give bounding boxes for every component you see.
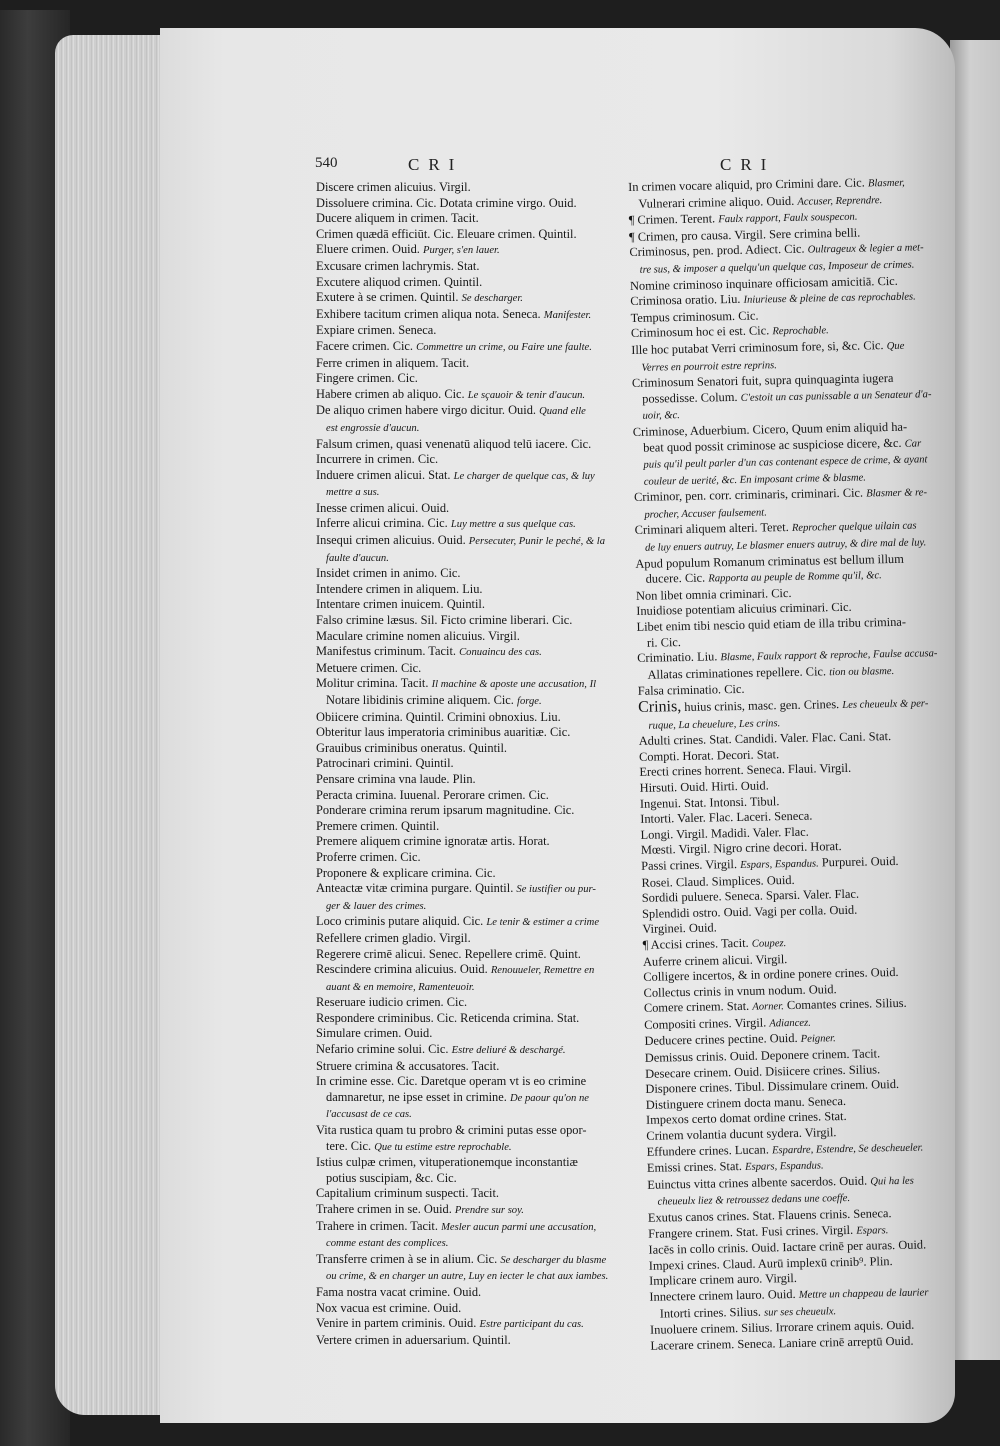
dictionary-entry <box>316 242 616 259</box>
latin-text: In crimine esse. Cic. Daretque operam vt is eo crimine <box>316 1074 587 1089</box>
dictionary-entry <box>316 501 616 517</box>
french-gloss: Manifester. <box>543 309 592 321</box>
latin-text: Criminatio. Liu. <box>637 649 718 666</box>
french-gloss: Le tenir & estimer a crime <box>486 917 600 929</box>
latin-text: Lacerare crinem. Seneca. Laniare crinē arreptū Ouid. <box>650 1333 914 1353</box>
entry-continuation-line <box>316 898 616 915</box>
dictionary-entry <box>316 866 616 882</box>
dictionary-entry <box>316 1042 616 1059</box>
french-gloss: comme estant des complices. <box>326 1238 449 1250</box>
latin-text: Inuoluere crinem. Silius. Irrorare crinem aquis. Ouid. <box>649 1317 915 1337</box>
latin-text: Regerere crimē alicui. Senec. Repellere crimē. Quint. <box>316 946 581 961</box>
dictionary-entry <box>316 914 616 931</box>
latin-text: Exutere à se crimen. Quintil. <box>316 290 459 305</box>
latin-text: ducere. Cic. <box>645 570 706 586</box>
latin-text: Nefario crimine solui. Cic. <box>316 1042 449 1057</box>
french-gloss: Se iustifier ou pur- <box>516 884 596 896</box>
latin-text: Passi crines. Virgil. <box>641 856 738 873</box>
latin-text: Dissoluere crimina. Cic. Dotata crimine virgo. Ouid. <box>316 195 577 210</box>
latin-text: Allatas criminationes repellere. Cic. <box>647 664 827 682</box>
french-gloss: Faulx rapport, Faulx souspecon. <box>718 211 858 226</box>
dictionary-entry <box>316 307 616 324</box>
latin-text: Discere crimen alicuius. Virgil. <box>316 180 471 194</box>
french-gloss: couleur de uerité, &c. En imposant crime & blasme. <box>643 472 867 488</box>
dictionary-entry <box>316 834 616 850</box>
latin-text: Ducere aliquem in crimen. Tacit. <box>316 211 479 226</box>
entry-continuation-line <box>316 693 616 710</box>
dictionary-entry <box>316 1301 616 1317</box>
latin-text: Anteactæ vitæ crimina purgare. Quintil. <box>316 881 514 896</box>
french-gloss: Reprocher quelque uilain cas <box>791 520 917 535</box>
french-gloss: auant & en memoire, Ramenteuoir. <box>326 981 475 993</box>
dictionary-entry <box>316 850 616 866</box>
latin-text: Auferre crinem alicui. Virgil. <box>642 951 788 969</box>
latin-text: Longi. Virgil. Madidi. Valer. Flac. <box>640 824 809 842</box>
latin-text: possedisse. Colum. <box>642 389 738 406</box>
latin-text: tere. Cic. <box>326 1138 372 1153</box>
latin-text: Intorti crines. Silius. <box>659 1304 762 1321</box>
latin-text: Implicare crinem auro. Virgil. <box>649 1271 798 1289</box>
latin-text: Adulti crines. Stat. Candidi. Valer. Flac. Cani. Stat. <box>638 729 892 749</box>
french-gloss: Estre participant du cas. <box>479 1319 584 1331</box>
latin-text: Exhibere tacitum crimen aliqua nota. Seneca. <box>316 306 541 321</box>
latin-text: Innectere crinem lauro. Ouid. <box>649 1286 796 1304</box>
latin-text: Fingere crimen. Cic. <box>316 371 418 386</box>
french-gloss: Renouueler, Remettre en <box>490 965 595 977</box>
dictionary-entry <box>316 1059 616 1075</box>
french-gloss: Purger, s'en lauer. <box>423 245 500 257</box>
latin-text: Criminosa oratio. Liu. <box>630 292 741 309</box>
dictionary-entry <box>316 582 616 598</box>
french-gloss: puis qu'il peult parler d'un cas contenant espece de crime, & ayant <box>643 454 928 471</box>
dictionary-entry <box>316 533 616 550</box>
latin-text: Inuidiose potentiam alicuius criminari. Cic. <box>636 600 852 619</box>
running-head-left: CRI <box>408 155 464 174</box>
latin-text: Maculare crimine nomen alicuius. Virgil. <box>316 628 520 643</box>
french-gloss: Espars. <box>856 1224 889 1237</box>
french-gloss: ger & lauer des crimes. <box>326 900 427 912</box>
french-gloss: Que tu estime estre reprochable. <box>374 1141 512 1153</box>
latin-text: Trahere in crimen. Tacit. <box>316 1218 438 1233</box>
latin-text: Exutus canos crines. Stat. Flauens crinis. Seneca. <box>647 1206 892 1225</box>
french-gloss: tre sus, & imposer a quelqu'un quelque cas, Imposeur de crimes. <box>639 259 915 276</box>
latin-text: Metuere crimen. Cic. <box>316 660 422 675</box>
dictionary-entry <box>316 962 616 979</box>
latin-text: Premere crimen. Quintil. <box>316 818 440 833</box>
dictionary-entry <box>316 803 616 819</box>
latin-text: Emissi crines. Stat. <box>646 1159 743 1176</box>
latin-text: potius suscipiam, &c. Cic. <box>326 1170 457 1185</box>
latin-text: ri. Cic. <box>646 634 682 650</box>
dictionary-entry <box>316 1074 616 1090</box>
dictionary-entry <box>316 995 616 1011</box>
dictionary-entry <box>316 1026 616 1042</box>
french-gloss: Rapporta au peuple de Romme qu'il, &c. <box>708 570 882 585</box>
latin-text: Impexi crines. Claud. Aurū implexū crinib⁹. Plin. <box>648 1253 893 1273</box>
latin-text: Refellere crimen gladio. Virgil. <box>316 930 471 945</box>
french-gloss: Estre deliuré & deschargé. <box>451 1045 566 1057</box>
french-gloss: Mesler aucun parmi une accusation, <box>441 1221 597 1233</box>
dictionary-entry <box>316 772 616 788</box>
latin-text: Nox vacua est crimine. Ouid. <box>316 1300 462 1315</box>
latin-text: Inesse crimen alicui. Ouid. <box>316 500 450 515</box>
latin-text: Colligere incertos, & in ordine ponere crines. Ouid. <box>643 965 899 984</box>
dictionary-entry <box>316 613 616 629</box>
french-gloss: Luy mettre a sus quelque cas. <box>450 519 576 531</box>
dictionary-entry <box>316 788 616 804</box>
latin-text: huius crinis, masc. gen. Crines. <box>681 697 840 715</box>
latin-text: Intentare crimen inuicem. Quintil. <box>316 597 485 612</box>
facing-page-edge <box>950 40 1000 1360</box>
latin-text: Insidet crimen in animo. Cic. <box>316 566 461 581</box>
french-gloss: l'accusast de ce cas. <box>326 1109 412 1121</box>
latin-text: Respondere criminibus. Cic. Reticenda crimina. Stat. <box>316 1010 580 1025</box>
french-gloss: Se descharger. <box>461 293 523 305</box>
latin-text: Collectus crinis in vnum nodum. Ouid. <box>643 981 837 1000</box>
latin-text: Comere crinem. Stat. <box>643 999 750 1016</box>
latin-text: Expiare crimen. Seneca. <box>316 323 437 338</box>
latin-text: Habere crimen ab aliquo. Cic. <box>316 386 465 401</box>
latin-text: Patrocinari crimini. Quintil. <box>316 756 454 771</box>
dictionary-entry <box>316 371 616 387</box>
latin-text: In crimen vocare aliquid, pro Crimini dare. Cic. <box>628 175 865 194</box>
latin-text: Deducere crines pectine. Ouid. <box>644 1031 798 1049</box>
latin-text: Apud populum Romanum criminatus est bellum illum <box>635 551 904 571</box>
dictionary-entry <box>316 468 616 485</box>
latin-text: Virginei. Ouid. <box>642 920 717 937</box>
entry-continuation-line <box>316 1171 616 1187</box>
french-gloss: Quand elle <box>539 406 586 418</box>
latin-text: Eluere crimen. Ouid. <box>316 242 420 257</box>
dictionary-entry <box>316 566 616 582</box>
latin-text: Facere crimen. Cic. <box>316 338 414 353</box>
latin-text: damnaretur, ne ipse esset in crimine. <box>326 1089 507 1104</box>
french-gloss: Coupez. <box>751 938 787 950</box>
entry-continuation-line <box>316 550 616 567</box>
dictionary-entry <box>316 1155 616 1171</box>
latin-text: Compti. Horat. Decori. Stat. <box>638 746 780 764</box>
entry-continuation-line <box>316 420 616 437</box>
latin-text: Falsa criminatio. Cic. <box>637 682 745 699</box>
latin-text: De aliquo crimen habere virgo dicitur. Ouid. <box>316 403 536 418</box>
entry-continuation-line <box>316 979 616 996</box>
running-head-right: CRI <box>720 155 776 174</box>
french-gloss: procher, Accuser faulsement. <box>644 507 767 521</box>
dictionary-entry <box>316 323 616 339</box>
latin-text: Premere aliquem crimine ignoratæ artis. Horat. <box>316 834 550 849</box>
latin-text: Mœsti. Virgil. Nigro crine decori. Horat. <box>640 839 842 858</box>
latin-text: Peracta crimina. Iuuenal. Perorare crimen. Cic. <box>316 787 549 802</box>
latin-text: Struere crimina & accusatores. Tacit. <box>316 1058 500 1073</box>
latin-text: Excusare crimen lachrymis. Stat. <box>316 258 480 273</box>
latin-text: Libet enim tibi nescio quid etiam de illa tribu crimina- <box>636 614 907 634</box>
dictionary-entry <box>316 947 616 963</box>
right-column <box>628 174 950 1354</box>
latin-text: Impexos certo domat ordine crines. Stat. <box>645 1109 847 1128</box>
french-gloss: Le charger de quelque cas, & luy <box>453 470 595 482</box>
latin-text: ¶ Crimen. Terent. <box>628 211 716 228</box>
latin-text: Loco criminis putare aliquid. Cic. <box>316 914 484 929</box>
french-gloss: ou crime, & en charger un autre, Luy en iecter le chat aux iambes. <box>326 1271 609 1283</box>
latin-text: Fama nostra vacat crimine. Ouid. <box>316 1284 482 1299</box>
left-column <box>316 180 616 1348</box>
dictionary-entry <box>316 710 616 726</box>
dictionary-entry <box>316 275 616 291</box>
french-gloss: Que <box>886 340 905 353</box>
latin-text: ¶ Accisi crines. Tacit. <box>642 935 749 952</box>
latin-text: Excutere aliquod crimen. Quintil. <box>316 274 483 289</box>
latin-text: Crimen quædā efficiūt. Cic. Eleuare crimen. Quintil. <box>316 226 577 241</box>
french-gloss: C'estoit un cas punissable a un Senateur d'a- <box>740 388 932 404</box>
latin-text: Ponderare crimina rerum ipsarum magnitudine. Cic. <box>316 803 575 818</box>
french-gloss: Aorner. <box>752 1001 784 1014</box>
headword: Crinis, <box>637 698 682 716</box>
latin-text: Iacēs in collo crinis. Ouid. Iactare crinē per auras. Ouid. <box>648 1237 927 1257</box>
latin-text: Criminari aliquem alteri. Teret. <box>634 520 789 538</box>
latin-text: Ille hoc putabat Verri criminosum fore, si, &c. Cic. <box>631 338 884 357</box>
dictionary-entry <box>316 725 616 741</box>
latin-text: Venire in partem criminis. Ouid. <box>316 1316 477 1331</box>
dictionary-entry <box>316 452 616 468</box>
dictionary-entry <box>316 1202 616 1219</box>
dictionary-entry <box>316 227 616 243</box>
latin-text: Simulare crimen. Ouid. <box>316 1026 433 1041</box>
dictionary-entry <box>316 437 616 453</box>
latin-text: Reseruare iudicio crimen. Cic. <box>316 995 468 1010</box>
french-gloss: Espars, Espandus. <box>744 1160 824 1174</box>
dictionary-entry <box>316 629 616 645</box>
french-gloss: mettre a sus. <box>326 487 380 499</box>
latin-text: Compositi crines. Virgil. <box>644 1015 767 1032</box>
latin-text: Splendidi ostro. Ouid. Vagi per colla. Ouid. <box>641 902 858 921</box>
dictionary-entry <box>316 387 616 404</box>
dictionary-entry <box>316 819 616 835</box>
latin-text: Sordidi puluere. Seneca. Sparsi. Valer. Flac. <box>641 886 860 905</box>
latin-text: Hirsuti. Ouid. Hirti. Ouid. <box>639 778 769 795</box>
french-gloss: Les cheueulx & per- <box>842 698 929 711</box>
dictionary-entry <box>316 931 616 947</box>
dictionary-entry <box>316 756 616 772</box>
dictionary-entry <box>316 403 616 420</box>
french-gloss: Blasmer & re- <box>866 487 928 500</box>
dictionary-entry <box>316 1316 616 1333</box>
latin-text: Istius culpæ crimen, vituperationemque inconstantiæ <box>316 1155 578 1170</box>
entry-continuation-line <box>316 1106 616 1123</box>
latin-text: Nomine criminoso inquinare officiosam amicitiā. Cic. <box>629 273 898 293</box>
dictionary-entry <box>316 1285 616 1301</box>
french-gloss: Mettre un chappeau de laurier <box>798 1287 929 1301</box>
latin-text: Ferre crimen in aliquem. Tacit. <box>316 355 470 370</box>
latin-text: Ingenui. Stat. Intonsi. Tibul. <box>639 793 780 811</box>
latin-text: Proferre crimen. Cic. <box>316 849 421 864</box>
latin-text: Desecare crinem. Ouid. Disiicere crines. Silius. <box>645 1061 881 1081</box>
french-gloss: tion ou blasme. <box>829 665 895 679</box>
latin-text: Obiicere crimina. Quintil. Crimini obnoxius. Liu. <box>316 709 561 724</box>
french-gloss: Qui ha les <box>870 1175 914 1188</box>
latin-text: Notare libidinis crimine aliquem. Cic. <box>326 693 514 707</box>
french-gloss: Verres en pourroit estre reprins. <box>641 359 777 374</box>
latin-text: Rosei. Claud. Simplices. Ouid. <box>641 872 795 890</box>
latin-text: Demissus crinis. Ouid. Deponere crinem. Tacit. <box>644 1046 881 1065</box>
latin-text: Crinem volantia ducunt sydera. Virgil. <box>646 1125 837 1143</box>
latin-text: Criminosum Senatori fuit, supra quinquaginta iugera <box>631 371 894 391</box>
latin-text: Euinctus vitta crines albente sacerdos. Ouid. <box>647 1173 868 1192</box>
dictionary-entry <box>316 676 616 693</box>
french-gloss: forge. <box>517 696 542 707</box>
latin-text: Erecti crines horrent. Seneca. Flaui. Virgil. <box>639 761 852 780</box>
dictionary-entry <box>316 339 616 356</box>
dictionary-entry <box>316 881 616 898</box>
french-gloss: faulte d'aucun. <box>326 552 389 564</box>
entry-continuation-line <box>316 1235 616 1252</box>
latin-text-secondary: Comantes crines. Silius. <box>783 996 907 1013</box>
dictionary-entry <box>316 1252 616 1269</box>
latin-text: Vertere crimen in aduersarium. Quintil. <box>316 1332 511 1347</box>
dictionary-entry <box>316 290 616 307</box>
dictionary-entry <box>316 259 616 275</box>
french-gloss: sur ses cheueulx. <box>763 1305 837 1319</box>
french-gloss: Accuser, Reprendre. <box>797 194 883 208</box>
french-gloss: Car <box>904 437 922 450</box>
latin-text: Proponere & explicare crimina. Cic. <box>316 865 496 880</box>
latin-text: Disponere crines. Tibul. Dissimulare crinem. Ouid. <box>645 1077 900 1097</box>
latin-text: Transferre crimen à se in alium. Cic. <box>316 1251 498 1266</box>
french-gloss: Adiancez. <box>769 1017 811 1030</box>
dictionary-entry <box>316 356 616 372</box>
latin-text: Trahere crimen in se. Ouid. <box>316 1202 452 1216</box>
latin-text: Molitur crimina. Tacit. <box>316 676 429 691</box>
french-gloss: Reprochable. <box>772 325 829 338</box>
dictionary-entry <box>316 1219 616 1236</box>
entry-continuation-line <box>316 1268 616 1285</box>
dictionary-entry <box>316 661 616 677</box>
french-gloss: Espars, Espandus. <box>740 858 819 871</box>
latin-text: Grauibus criminibus oneratus. Quintil. <box>316 740 507 755</box>
french-gloss: de luy enuers autruy, Le blasmer enuers autruy, & dire mal de luy. <box>644 537 927 554</box>
french-gloss: Blasmer, <box>867 177 905 190</box>
latin-text: Falsum crimen, quasi venenatū aliquod telū iacere. Cic. <box>316 436 592 451</box>
latin-text: Tempus criminosum. Cic. <box>630 308 759 325</box>
latin-text: Obteritur laus imperatoria criminibus auaritiæ. Cic. <box>316 725 571 740</box>
french-gloss: Oultrageux & legier a met- <box>807 242 924 256</box>
dictionary-entry <box>316 1333 616 1349</box>
latin-text: Intendere crimen in aliquem. Liu. <box>316 581 483 596</box>
latin-text: Induere crimen alicui. Stat. <box>316 467 451 482</box>
latin-text: Insequi crimen alicuius. Ouid. <box>316 533 466 548</box>
latin-text: Vulnerari crimine aliquo. Ouid. <box>638 193 795 211</box>
latin-text: Manifestus criminum. Tacit. <box>316 644 456 659</box>
french-gloss: Prendre sur soy. <box>454 1205 524 1216</box>
latin-text: Effundere crines. Lucan. <box>646 1142 770 1159</box>
latin-text: Vita rustica quam tu probro & crimini putas esse opor- <box>316 1123 587 1138</box>
latin-text: Intorti. Valer. Flac. Laceri. Seneca. <box>640 808 813 827</box>
dictionary-entry <box>316 180 616 196</box>
french-gloss: Commettre un crime, ou Faire une faulte. <box>416 341 592 353</box>
stacked-page-edges <box>55 35 165 1415</box>
french-gloss: Il machine & aposte une accusation, Il <box>431 679 597 691</box>
page-number: 540 <box>315 155 338 171</box>
french-gloss: Conuaincu des cas. <box>459 647 542 659</box>
dictionary-entry <box>316 211 616 227</box>
french-gloss: Peigner. <box>800 1033 836 1046</box>
entry-continuation-line <box>316 1090 616 1107</box>
latin-text: Falso crimine læsus. Sil. Ficto crimine liberari. Cic. <box>316 613 573 628</box>
latin-text: Capitalium criminum suspecti. Tacit. <box>316 1186 500 1201</box>
latin-text: Inferre alicui crimina. Cic. <box>316 516 448 531</box>
dictionary-entry <box>316 644 616 661</box>
dictionary-entry <box>316 196 616 212</box>
latin-text: Criminosum hoc ei est. Cic. <box>630 323 770 341</box>
latin-text: Incurrere in crimen. Cic. <box>316 452 439 467</box>
dictionary-entry <box>316 1011 616 1027</box>
latin-text: ¶ Crimen, pro causa. Virgil. Sere crimina belli. <box>628 225 861 244</box>
french-gloss: Espardre, Estendre, Se descheueler. <box>771 1142 924 1157</box>
french-gloss: Le sçauoir & tenir d'aucun. <box>467 389 586 401</box>
latin-text: Criminosus, pen. prod. Adiect. Cic. <box>629 241 805 260</box>
dictionary-entry <box>316 1186 616 1202</box>
french-gloss: Se descharger du blasme <box>500 1254 607 1266</box>
french-gloss: Blasme, Faulx rapport & reproche, Faulse accusa- <box>720 648 938 664</box>
latin-text: Non libet omnia criminari. Cic. <box>635 585 792 603</box>
french-gloss: Iniurieuse & pleine de cas reprochables. <box>743 291 916 306</box>
french-gloss: est engrossie d'aucun. <box>326 422 420 434</box>
latin-text: Rescindere crimina alicuius. Ouid. <box>316 962 488 977</box>
entry-continuation-line <box>316 484 616 501</box>
french-gloss: uoir, &c. <box>642 410 681 423</box>
latin-text: Criminor, pen. corr. criminaris, criminari. Cic. <box>633 485 864 505</box>
latin-text-secondary: Purpurei. Ouid. <box>818 853 899 870</box>
french-gloss: ruque, La cheuelure, Les crins. <box>648 717 781 732</box>
dictionary-entry <box>316 597 616 613</box>
dictionary-entry <box>316 516 616 533</box>
latin-text: Pensare crimina vna laude. Plin. <box>316 771 476 786</box>
latin-text: beat quod possit criminose ac suspiciose dicere, &c. <box>642 435 902 455</box>
entry-continuation-line <box>316 1139 616 1156</box>
french-gloss: cheueulx liez & retroussez dedans une coeffe. <box>657 1193 851 1209</box>
dictionary-entry <box>316 741 616 757</box>
french-gloss: Persecuter, Punir le peché, & la <box>468 536 606 548</box>
dictionary-entry <box>316 1123 616 1139</box>
latin-text: Frangere crinem. Stat. Fusi crines. Virgil. <box>648 1222 854 1241</box>
french-gloss: De paour qu'on ne <box>509 1092 589 1104</box>
latin-text: Criminose, Aduerbium. Cicero, Quum enim aliquid ha- <box>632 419 908 439</box>
latin-text: Distinguere crinem docta manu. Seneca. <box>645 1093 847 1112</box>
